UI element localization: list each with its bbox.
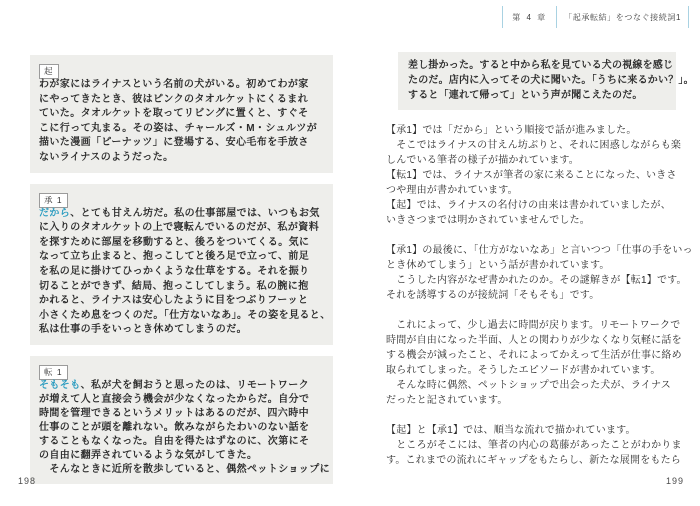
commentary-paragraph xyxy=(386,123,682,228)
page-number-right: 199 xyxy=(665,476,684,486)
block-label: 承 1 xyxy=(39,193,68,208)
excerpt-block xyxy=(30,184,333,345)
text-line: わが家にはライナスという名前の犬がいる。初めてわが家 xyxy=(39,79,309,90)
text-line: そこではライナスの甘えん坊ぶりと、それに困惑しながらも楽 xyxy=(386,140,682,151)
text-line: 取られてしまった。そうしたエピソードが書かれています。 xyxy=(386,365,661,376)
commentary-paragraph xyxy=(386,423,682,468)
text-line: それを誘導するのが接続詞「そもそも」です。 xyxy=(386,290,600,301)
text-line: こに行って丸まる。その姿は、チャールズ・M・シュルツが xyxy=(39,122,318,134)
text-line: 小さくため息をつくのだ。「仕方ないなあ」。その姿を見ると、 xyxy=(39,309,331,321)
block-label-row xyxy=(39,61,327,76)
text-line: いきさつまでは明かされていませんでした。 xyxy=(386,215,590,226)
text-line: ところがそこには、筆者の内心の葛藤があったことがわかりま xyxy=(386,440,682,451)
text-line: の自由に翻弄されているような気がしてきた。 xyxy=(39,449,258,461)
excerpt-continuation-block xyxy=(398,52,694,110)
block-label: 起 xyxy=(39,64,59,79)
text-line: を探すために部屋を移動すると、後ろをついてくる。気に xyxy=(39,236,310,248)
text-line: 切ることができず、結局、抱っこしてしまう。私の腕に抱 xyxy=(39,280,309,292)
text-line: ていた。タオルケットを取ってリビングに置くと、すぐそ xyxy=(39,108,309,120)
text-line: そんな時に偶然、ペットショップで出会った犬が、ライナス xyxy=(386,380,671,391)
text-line: 時間を管理できるというメリットはあるのだが、四六時中 xyxy=(39,407,309,419)
connective-word: だから xyxy=(39,207,71,219)
text-line: にやってきたとき、彼はピンクのタオルケットにくるまれ xyxy=(39,93,309,105)
text-line: 【転1】では、ライナスが筆者の家に来ることになった、いきさ xyxy=(386,170,677,181)
text-line: 私は仕事の手をいっとき休めてしまうのだ。 xyxy=(39,324,247,336)
commentary-paragraph xyxy=(386,243,693,303)
text-line: 時間が自由になった半面、人との関わりが少なくなり気軽に話を xyxy=(386,335,682,346)
text-line: かれると、ライナスは安心したように目をつぶりフーッと xyxy=(39,295,309,307)
page-number-left: 198 xyxy=(18,476,37,486)
text-line: を私の足に掛けてひっかくような仕草をする。それを振り xyxy=(39,265,310,277)
chapter-number: 第 4 章 xyxy=(512,12,548,22)
text-line: こうした内容がなぜ書かれたのか。その謎解きが【転1】です。 xyxy=(386,275,687,286)
text-line: すると「連れて帰って」という声が聞こえたのだ。 xyxy=(408,90,643,101)
header-divider-bar xyxy=(688,6,689,28)
text-line: 仕事のことが頭を離れない。飲みながらたわいのない話を xyxy=(39,421,310,433)
text-line: することもなくなった。自由を得たはずなのに、次第にそ xyxy=(39,435,310,447)
connective-word: そもそも xyxy=(39,379,81,391)
text-line: する機会が減ったこと、それによってかえって生活が仕事に絡め xyxy=(386,350,682,361)
block-label-row xyxy=(39,362,327,377)
text-line: しんでいる筆者の様子が描かれています。 xyxy=(386,155,579,166)
commentary-sections xyxy=(386,123,693,468)
excerpt-block xyxy=(30,55,333,173)
text-line: 【承1】の最後に、「仕方がないなあ」と言いつつ「仕事の手をいっ xyxy=(386,245,693,256)
excerpt-block xyxy=(30,356,333,484)
text-line: そもそも、私が犬を飼おうと思ったのは、リモートワーク xyxy=(39,379,310,391)
text-line: に入りのタオルケットの上で寝転んでいるのだが、私が資料 xyxy=(39,222,320,234)
text-line: が増えて人と直接会う機会が少なくなったからだ。自分で xyxy=(39,393,310,405)
text-line: とき休めてしまう」という話が書かれています。 xyxy=(386,260,610,271)
page-header xyxy=(502,5,689,29)
text-line: だから、とても甘えん坊だ。私の仕事部屋では、いつもお気 xyxy=(39,207,320,219)
header-divider-bar xyxy=(502,6,503,28)
text-line: ないライナスのようだった。 xyxy=(39,151,174,163)
text-line: だったと記されています。 xyxy=(386,395,508,406)
text-line: 【起】と【承1】では、順当な流れで描かれています。 xyxy=(386,425,636,436)
text-line: つや理由が書かれています。 xyxy=(386,185,518,196)
block-label: 転 1 xyxy=(39,365,68,380)
text-line: す。これまでの流れにギャップをもたらし、新たな展開をもたら xyxy=(386,455,681,466)
text-line: そんなときに近所を散歩していると、偶然ペットショップに xyxy=(39,463,330,475)
text-line: これによって、少し過去に時間が戻ります。リモートワークで xyxy=(386,320,681,331)
commentary-paragraph xyxy=(386,318,682,408)
text-line: 描いた漫画「ピーナッツ」に登場する、安心毛布を手放さ xyxy=(39,137,309,149)
chapter-title: 「起承転結」をつなぐ接続詞1 xyxy=(564,12,681,22)
left-page-excerpt-blocks xyxy=(30,55,333,495)
block-label-row xyxy=(39,190,327,205)
text-line: なって立ち止まると、抱っこしてと後ろ足で立って、前足 xyxy=(39,251,310,263)
text-line: 差し掛かった。すると中から私を見ている犬の視線を感じ xyxy=(408,60,674,71)
text-line: 【起】では、ライナスの名付けの由来は書かれていましたが、 xyxy=(386,200,671,211)
header-divider-bar xyxy=(556,6,557,28)
text-line: 【承1】では「だから」という順接で話が進みました。 xyxy=(386,125,637,136)
text-line: たのだ。店内に入ってその犬に聞いた。「うちに来るかい？」。 xyxy=(408,75,694,86)
